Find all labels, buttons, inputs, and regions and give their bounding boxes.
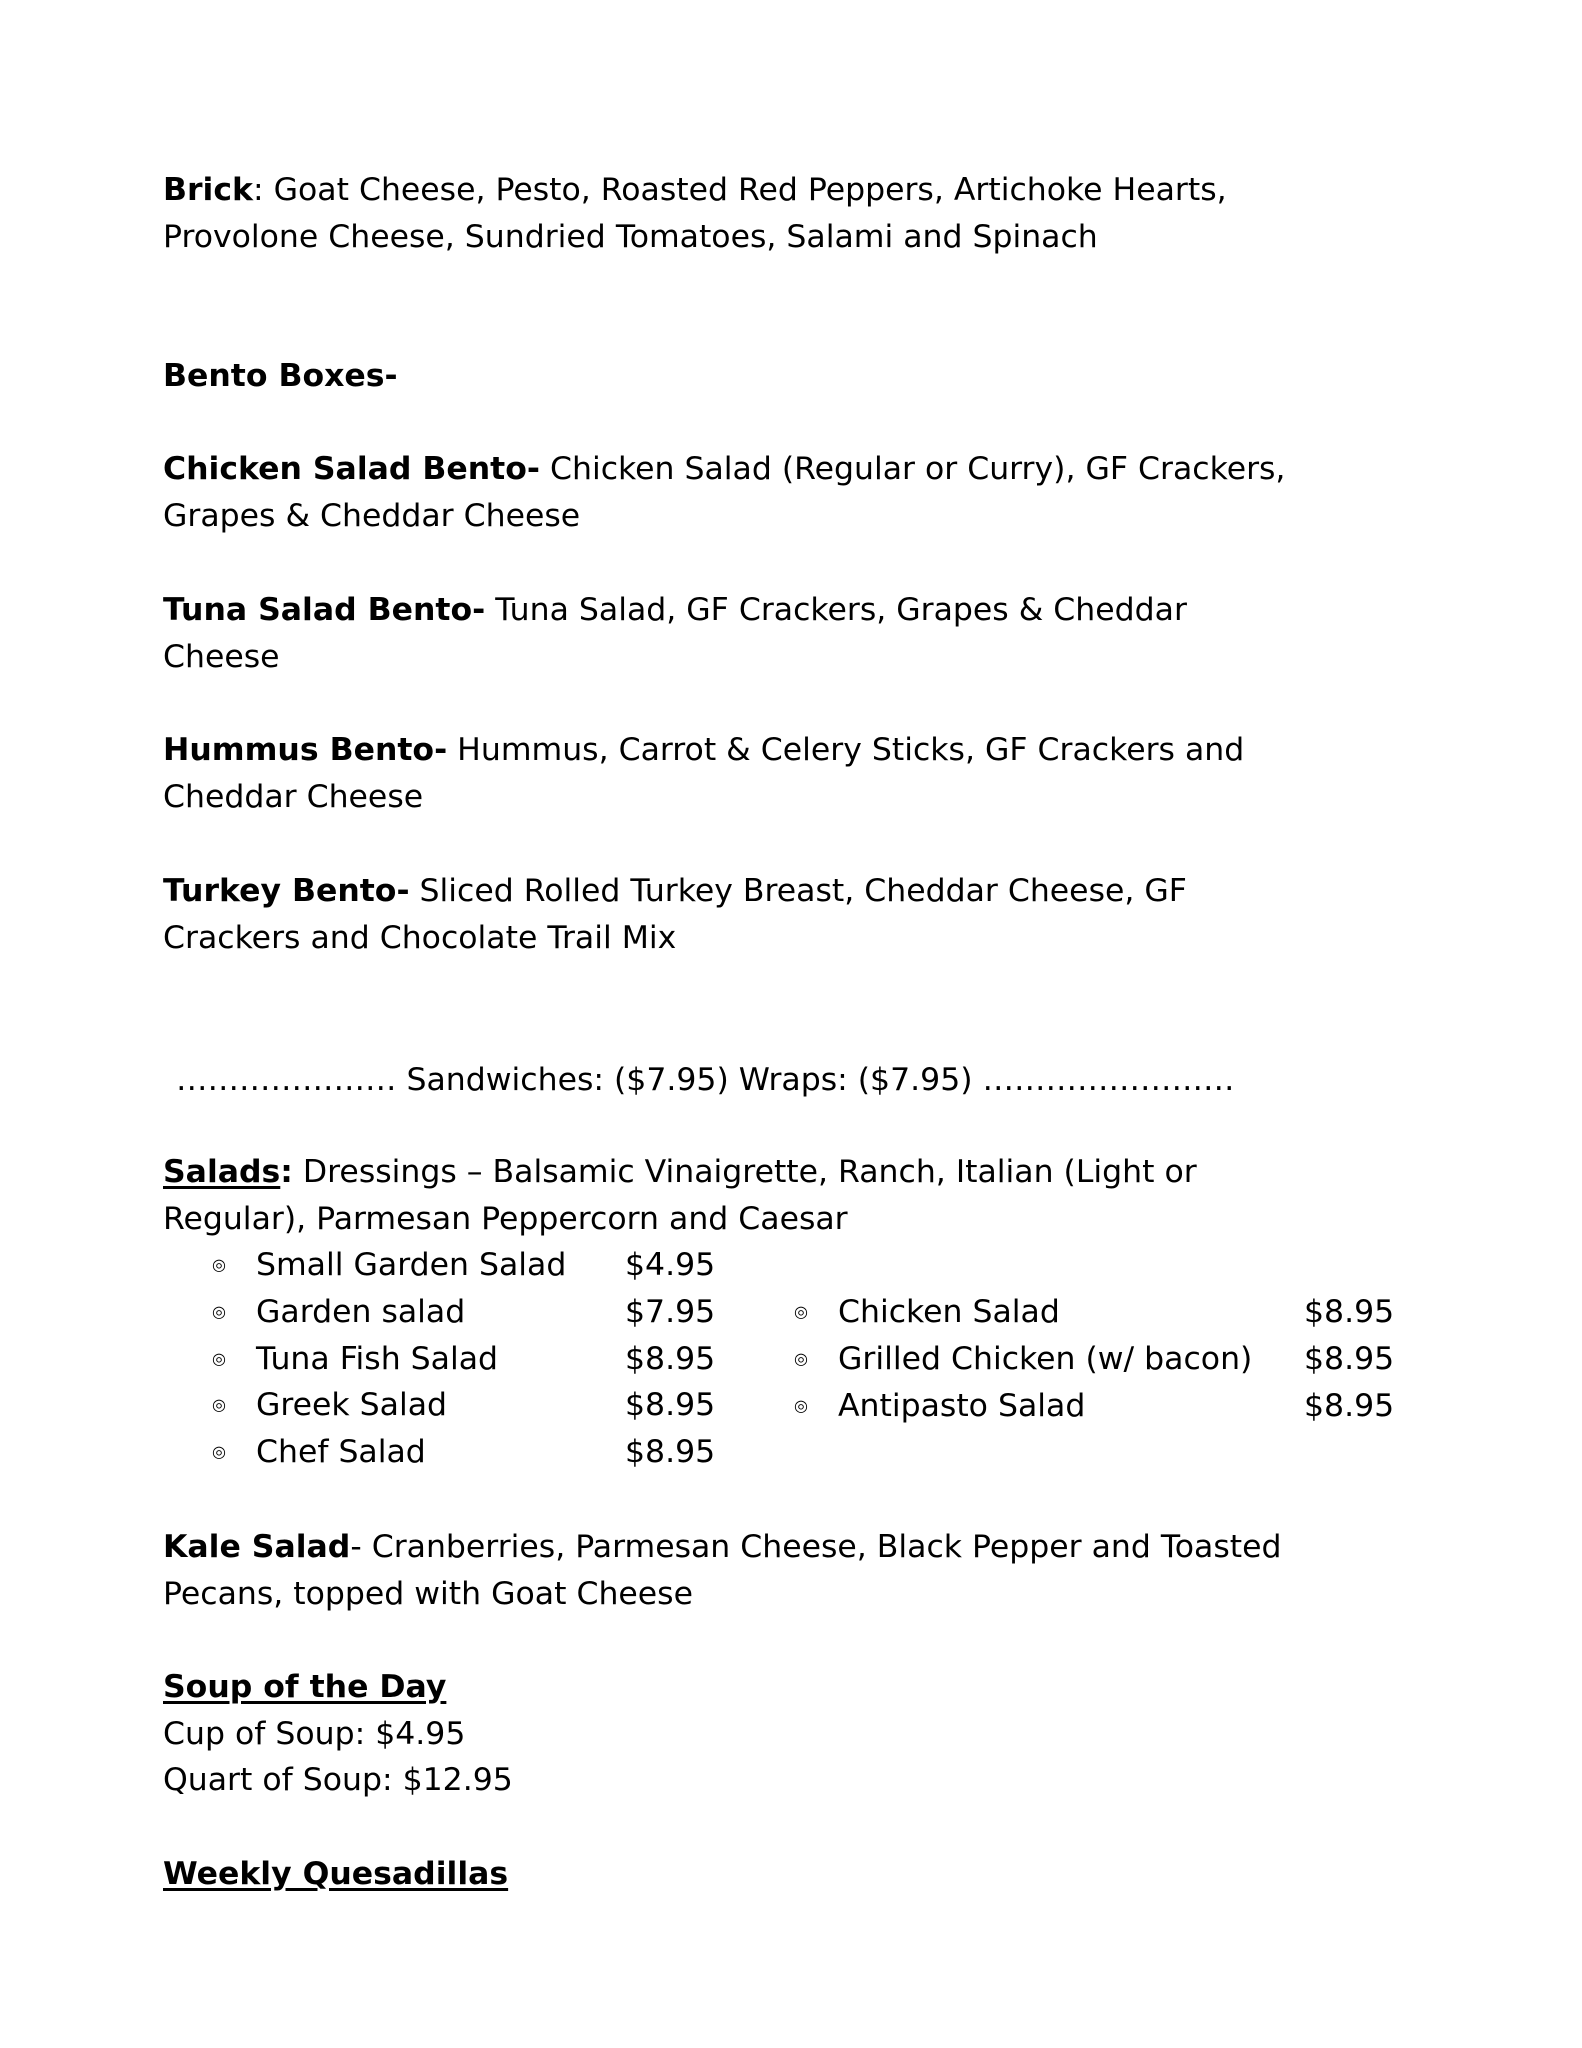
- salad-item-price: $8.95: [625, 1387, 716, 1424]
- spiral-bullet-icon: ◎: [794, 1302, 808, 1321]
- salad-item-name: Chef Salad: [256, 1434, 426, 1471]
- bento-desc: Hummus, Carrot & Celery Sticks, GF Crackers and: [447, 732, 1245, 768]
- salad-item-price: $7.95: [625, 1293, 716, 1330]
- salad-item-price: $4.95: [625, 1247, 716, 1283]
- salads-section: [163, 1149, 1197, 1242]
- bento-name: Hummus Bento-: [163, 732, 448, 768]
- quesadillas-heading-text: Weekly Quesadillas: [163, 1856, 509, 1892]
- brick-item: [163, 167, 1227, 260]
- spiral-bullet-icon: ◎: [794, 1395, 808, 1415]
- bento-item: [163, 868, 1187, 961]
- bento-name: Tuna Salad Bento-: [163, 592, 486, 628]
- brick-desc-2: Provolone Cheese, Sundried Tomatoes, Salami and Spinach: [163, 218, 1098, 255]
- bento-item: [163, 446, 1285, 539]
- bento-desc: Sliced Rolled Turkey Breast, Cheddar Cheese, GF: [409, 873, 1187, 909]
- bento-item: [163, 727, 1244, 820]
- salad-item-name: Grilled Chicken (w/ bacon): [838, 1340, 1253, 1377]
- bento-desc: Grapes & Cheddar Cheese: [163, 497, 581, 534]
- kale-desc: - Cranberries, Parmesan Cheese, Black Pepper and Toasted: [350, 1529, 1282, 1565]
- salad-item-price: $8.95: [1304, 1387, 1395, 1424]
- bento-heading: [163, 353, 398, 400]
- salad-item-price: $8.95: [1304, 1294, 1395, 1330]
- salads-colon: :: [280, 1154, 293, 1190]
- bento-desc: Tuna Salad, GF Crackers, Grapes & Cheddar: [485, 592, 1187, 628]
- spiral-bullet-icon: ◎: [212, 1348, 226, 1368]
- kale-desc-2: Pecans, topped with Goat Cheese: [163, 1575, 693, 1612]
- bento-desc: Crackers and Chocolate Trail Mix: [163, 919, 677, 956]
- bento-name: Chicken Salad Bento-: [163, 451, 540, 487]
- spiral-bullet-icon: ◎: [212, 1301, 226, 1321]
- bento-desc: Cheese: [163, 638, 280, 675]
- salad-item-name: Small Garden Salad: [256, 1247, 567, 1283]
- salads-dressings-2: Regular), Parmesan Peppercorn and Caesar: [163, 1200, 848, 1237]
- kale-salad: [163, 1524, 1282, 1617]
- soup-section: [163, 1664, 513, 1804]
- brick-sep: :: [252, 172, 264, 208]
- bento-desc: Cheddar Cheese: [163, 778, 424, 815]
- kale-name: Kale Salad: [163, 1529, 351, 1565]
- bento-heading-text: Bento Boxes-: [163, 358, 398, 394]
- salad-item-name: Garden salad: [256, 1293, 466, 1330]
- salad-item-name: Tuna Fish Salad: [256, 1340, 499, 1377]
- salad-item-price: $8.95: [625, 1340, 716, 1377]
- spiral-bullet-icon: ◎: [212, 1395, 226, 1415]
- salad-item-name: Greek Salad: [256, 1387, 448, 1424]
- salad-item-name: Antipasto Salad: [838, 1387, 1086, 1424]
- salad-item-price: $8.95: [625, 1434, 716, 1471]
- soup-heading: Soup of the Day: [163, 1669, 447, 1705]
- bento-item: [163, 587, 1187, 680]
- spiral-bullet-icon: ◎: [212, 1255, 226, 1274]
- salads-heading: Salads: [163, 1154, 281, 1190]
- spiral-bullet-icon: ◎: [212, 1442, 226, 1462]
- brick-desc-1: Goat Cheese, Pesto, Roasted Red Peppers, Artichoke Hearts,: [263, 172, 1227, 208]
- cup-of-soup: Cup of Soup: $4.95: [163, 1715, 466, 1752]
- spiral-bullet-icon: ◎: [794, 1348, 808, 1368]
- salad-item-price: $8.95: [1304, 1340, 1395, 1377]
- quesadillas-heading: [163, 1851, 508, 1898]
- sandwiches-wraps-price-line: ………………… Sandwiches: ($7.95) Wraps: ($7.95) ……………………: [176, 1062, 1235, 1098]
- salad-item-name: Chicken Salad: [838, 1294, 1060, 1330]
- bento-desc: Chicken Salad (Regular or Curry), GF Crackers,: [539, 451, 1286, 487]
- brick-name: Brick: [163, 172, 253, 208]
- salads-dressings: Dressings – Balsamic Vinaigrette, Ranch, Italian (Light or: [292, 1154, 1197, 1190]
- quart-of-soup: Quart of Soup: $12.95: [163, 1762, 513, 1799]
- bento-name: Turkey Bento-: [163, 873, 410, 909]
